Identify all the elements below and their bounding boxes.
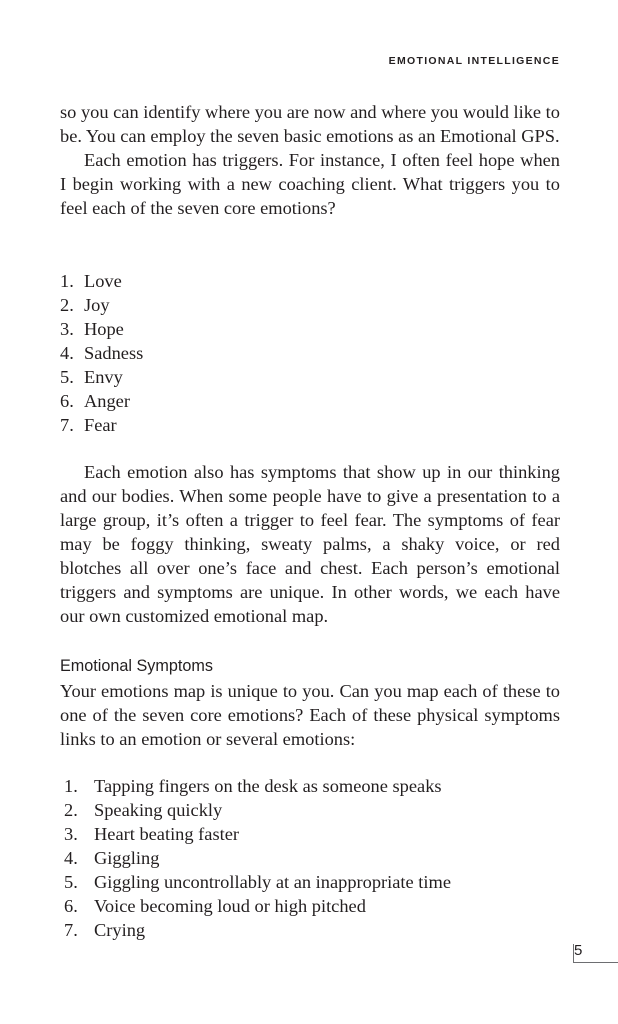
list-item [60, 293, 143, 317]
list-number: 3. [64, 824, 78, 844]
list-item [60, 269, 143, 293]
paragraph-symptoms: Each emotion also has symptoms that show up in our thinking and our bodies. When some people have to give a presentation to a large group, it’s often a trigger to feel fear. The symptoms of fear may be foggy thinking, sweaty palms, a shaky voice, or red blotches all over one’s face and chest. Each person’s emotional triggers and symptoms are unique. In other words, we each have our own customized emotional map. [60, 462, 560, 626]
paragraph-map: Your emotions map is unique to you. Can you map each of these to one of the seven core emotions? Each of these physical symptoms links to an emotion or several emotions: [60, 681, 560, 749]
list-item [60, 389, 143, 413]
list-number: 7. [64, 920, 78, 940]
list-number: 4. [64, 848, 78, 868]
list-number: 5. [64, 872, 78, 892]
list-text: Speaking quickly [94, 800, 223, 820]
list-number: 5. [60, 367, 74, 387]
list-text: Giggling uncontrollably at an inappropriate time [94, 872, 451, 892]
list-text: Envy [84, 367, 123, 387]
list-text: Hope [84, 319, 124, 339]
list-text: Joy [84, 295, 110, 315]
list-item [60, 317, 143, 341]
list-number: 3. [60, 319, 74, 339]
list-number: 1. [60, 271, 74, 291]
core-emotions-list [60, 269, 143, 437]
list-number: 2. [60, 295, 74, 315]
list-item [60, 341, 143, 365]
list-text: Fear [84, 415, 117, 435]
list-item [64, 918, 451, 942]
intro-text [60, 100, 560, 220]
physical-symptoms-list [64, 774, 451, 942]
list-text: Heart beating faster [94, 824, 240, 844]
list-text: Voice becoming loud or high pitched [94, 896, 366, 916]
page-number: 5 [574, 942, 583, 959]
map-text [60, 679, 560, 751]
list-text: Anger [84, 391, 130, 411]
list-item [64, 798, 451, 822]
list-item [64, 822, 451, 846]
list-number: 4. [60, 343, 74, 363]
list-number: 2. [64, 800, 78, 820]
folio-rule-horizontal [573, 962, 618, 963]
list-item [60, 365, 143, 389]
list-number: 6. [60, 391, 74, 411]
list-number: 6. [64, 896, 78, 916]
running-head: EMOTIONAL INTELLIGENCE [388, 55, 560, 67]
list-text: Sadness [84, 343, 144, 363]
paragraph-triggers: Each emotion has triggers. For instance, I often feel hope when I begin working with a new coaching client. What triggers you to feel each of the seven core emotions? [60, 150, 560, 218]
list-text: Crying [94, 920, 146, 940]
symptoms-text [60, 460, 560, 628]
list-number: 7. [60, 415, 74, 435]
list-text: Giggling [94, 848, 160, 868]
list-item [64, 846, 451, 870]
list-item [64, 870, 451, 894]
section-heading: Emotional Symptoms [60, 657, 213, 675]
list-item [64, 894, 451, 918]
list-text: Love [84, 271, 122, 291]
list-number: 1. [64, 776, 78, 796]
list-item [64, 774, 451, 798]
paragraph-gps: so you can identify where you are now and where you would like to be. You can employ the seven basic emotions as an Emotional GPS. [60, 102, 560, 146]
list-text: Tapping fingers on the desk as someone speaks [94, 776, 442, 796]
list-item [60, 413, 143, 437]
